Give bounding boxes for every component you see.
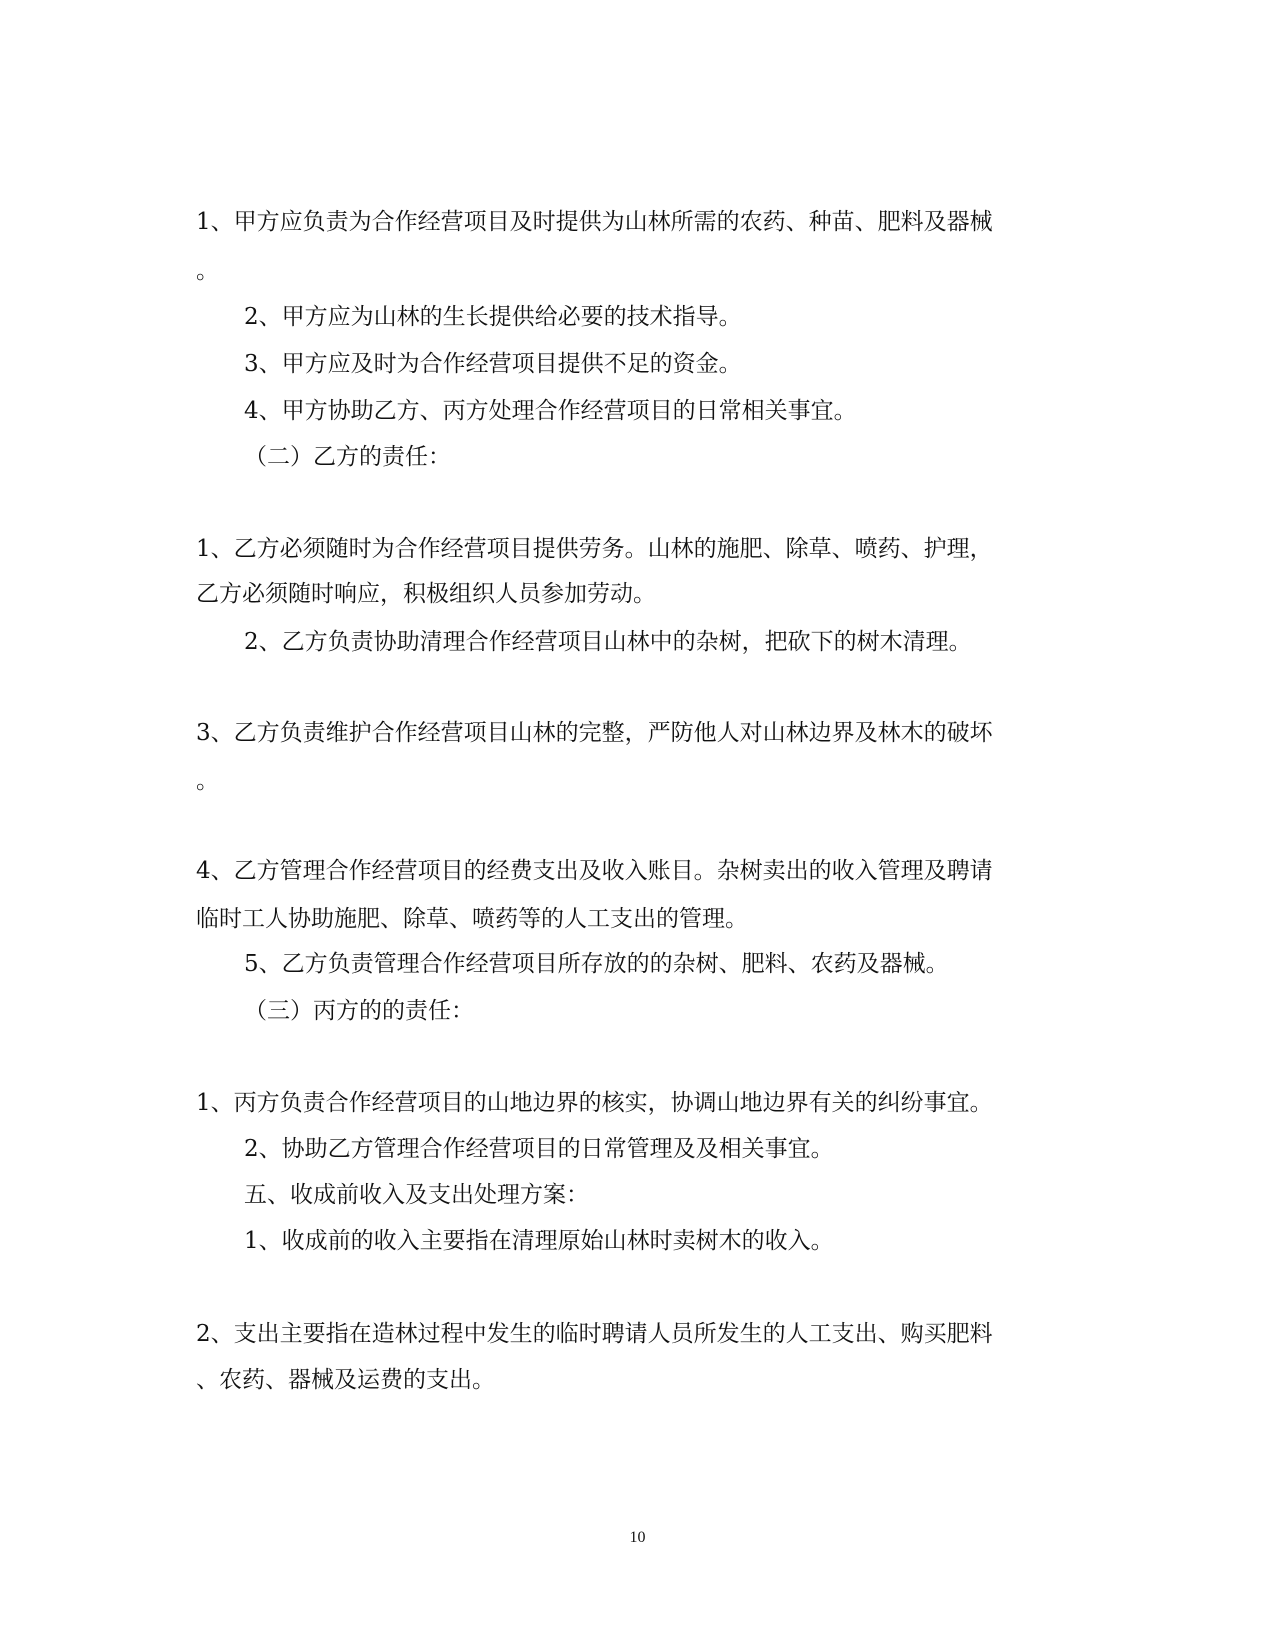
paragraph-9-line-2: 临时工人协助施肥、除草、喷药等的人工支出的管理。	[196, 906, 748, 932]
paragraph-6-line-1: 1、乙方必须随时为合作经营项目提供劳务。山林的施肥、除草、喷药、护理，	[196, 536, 993, 562]
paragraph-4: 4、甲方协助乙方、丙方处理合作经营项目的日常相关事宜。	[244, 398, 857, 424]
paragraph-6-line-2: 乙方必须随时响应，积极组织人员参加劳动。	[196, 581, 656, 607]
paragraph-8-line-1: 3、乙方负责维护合作经营项目山林的完整，严防他人对山林边界及林木的破坏	[196, 720, 993, 746]
section-heading-3: （三）丙方的的责任：	[244, 998, 474, 1024]
paragraph-13: 2、协助乙方管理合作经营项目的日常管理及及相关事宜。	[244, 1136, 834, 1162]
paragraph-15: 1、收成前的收入主要指在清理原始山林时卖树木的收入。	[244, 1228, 834, 1254]
paragraph-1-line-2: 。	[196, 258, 219, 284]
paragraph-16-line-2: 、农药、器械及运费的支出。	[196, 1367, 495, 1393]
paragraph-8-line-2: 。	[196, 768, 219, 794]
paragraph-2: 2、甲方应为山林的生长提供给必要的技术指导。	[244, 304, 742, 330]
page-number: 10	[629, 1529, 646, 1546]
paragraph-7: 2、乙方负责协助清理合作经营项目山林中的杂树，把砍下的树木清理。	[244, 629, 972, 655]
paragraph-10: 5、乙方负责管理合作经营项目所存放的的杂树、肥料、农药及器械。	[244, 951, 949, 977]
paragraph-1-line-1: 1、甲方应负责为合作经营项目及时提供为山林所需的农药、种苗、肥料及器械	[196, 209, 993, 235]
section-heading-2: （二）乙方的责任：	[244, 444, 451, 470]
paragraph-16-line-1: 2、支出主要指在造林过程中发生的临时聘请人员所发生的人工支出、购买肥料	[196, 1321, 993, 1347]
paragraph-3: 3、甲方应及时为合作经营项目提供不足的资金。	[244, 351, 742, 377]
section-heading-5: 五、收成前收入及支出处理方案：	[244, 1182, 589, 1208]
paragraph-9-line-1: 4、乙方管理合作经营项目的经费支出及收入账目。杂树卖出的收入管理及聘请	[196, 858, 993, 884]
paragraph-12: 1、丙方负责合作经营项目的山地边界的核实，协调山地边界有关的纠纷事宜。	[196, 1090, 993, 1116]
